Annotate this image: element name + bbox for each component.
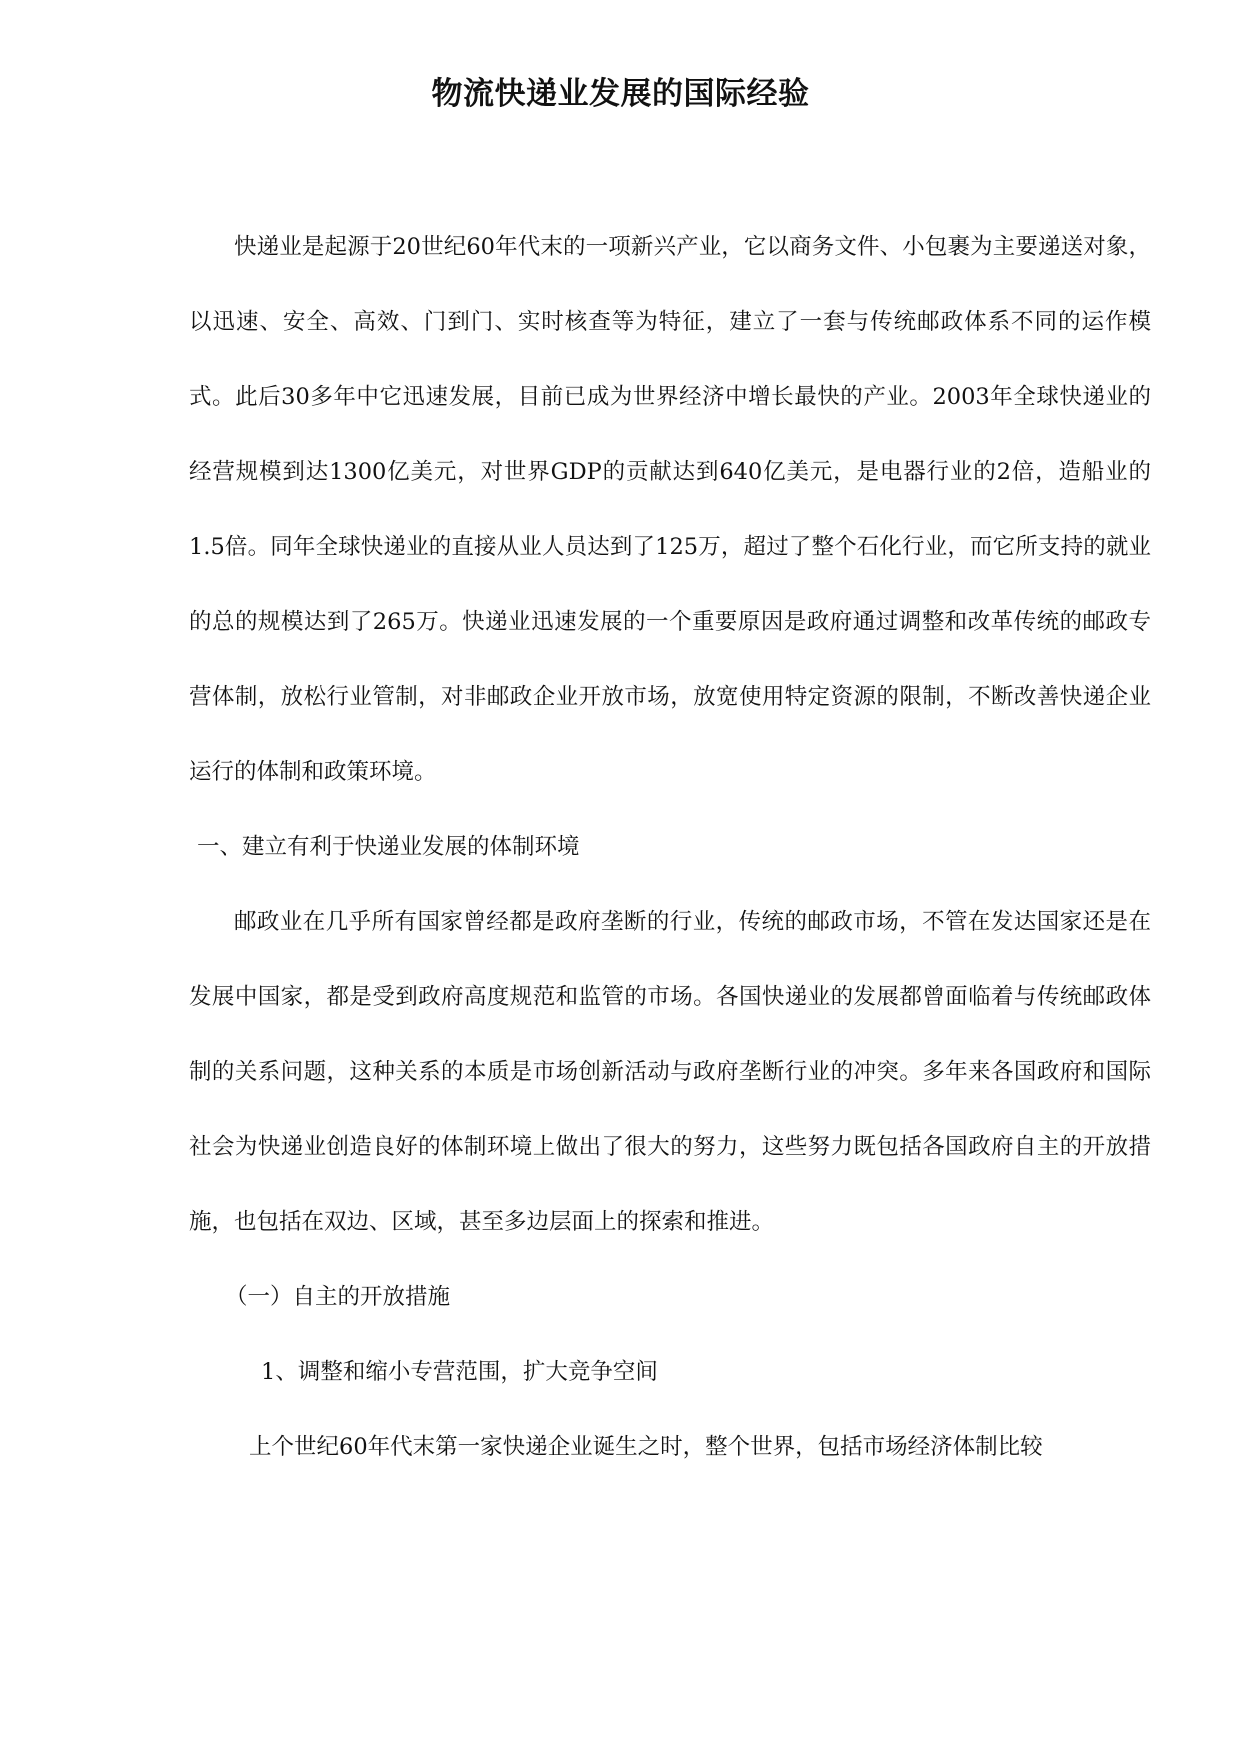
subsection-heading-1: （一）自主的开放措施: [225, 1284, 451, 1310]
paragraph-continuation: 上个世纪60年代末第一家快递企业诞生之时，整个世界，包括市场经济体制比较: [249, 1434, 1043, 1460]
paragraph-postal-monopoly: 邮政业在几乎所有国家曾经都是政府垄断的行业，传统的邮政市场，不管在发达国家还是在发展中国家，都是受到政府高度规范和监管的市场。各国快递业的发展都曾面临着与传统邮政体制的关系问题，这种关系的本质是市场创新活动与政府垄断行业的冲突。多年来各国政府和国际社会为快递业创造良好的体制环境上做出了很大的努力，这些努力既包括各国政府自主的开放措施，也包括在双边、区域，甚至多边层面上的探索和推进。: [189, 909, 1151, 1235]
document-body: [189, 210, 1151, 1485]
paragraph-intro: 快递业是起源于20世纪60年代末的一项新兴产业，它以商务文件、小包裹为主要递送对象，以迅速、安全、高效、门到门、实时核查等为特征，建立了一套与传统邮政体系不同的运作模式。此后30多年中它迅速发展，目前已成为世界经济中增长最快的产业。2003年全球快递业的经营规模到达1300亿美元，对世界GDP的贡献达到640亿美元，是电器行业的2倍，造船业的1.5倍。同年全球快递业的直接从业人员达到了125万，超过了整个石化行业，而它所支持的就业的总的规模达到了265万。快递业迅速发展的一个重要原因是政府通过调整和改革传统的邮政专营体制，放松行业管制，对非邮政企业开放市场，放宽使用特定资源的限制，不断改善快递企业运行的体制和政策环境。: [189, 234, 1151, 785]
document-title: 物流快递业发展的国际经验: [431, 76, 810, 112]
section-heading-1: 一、建立有利于快递业发展的体制环境: [197, 834, 580, 860]
item-heading-1: 1、调整和缩小专营范围，扩大竞争空间: [261, 1359, 658, 1385]
